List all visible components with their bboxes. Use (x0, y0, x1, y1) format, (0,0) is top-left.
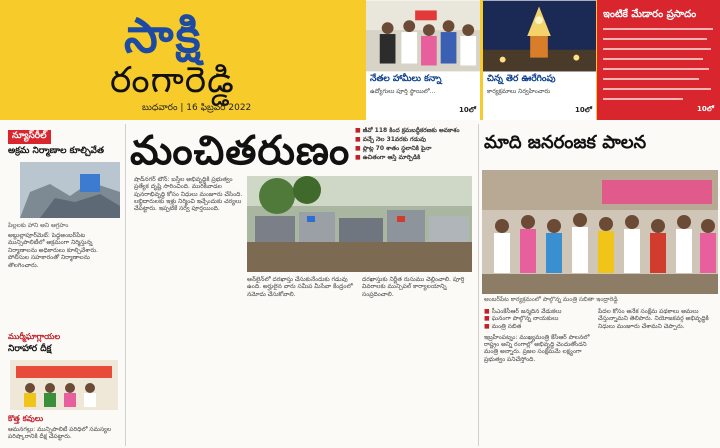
teaser-3-caption: ఇంటికే మేడారం ప్రసాదం (603, 9, 697, 20)
text-line (603, 28, 713, 30)
bullet-icon: ■ (355, 145, 363, 152)
right-body-text: ఇబ్రహీంపట్నం: ముఖ్యమంత్రి కేసీఆర్ పాలనలో రాష్ట్రం అన్ని రంగాల్లో అభివృద్ధి చెందుతోందని మంత్రి అన్నారు. ప్రజల సంక్షేమమే లక్ష్యంగా ప్రభుత్వం పనిచేస్తోంది. (484, 333, 590, 363)
text-line (603, 98, 683, 100)
teaser-1-caption: నేతల హామీలు కన్నా (370, 74, 442, 84)
highlight-item: ■ వచ్చే నెల 31వరకు గడువు (355, 136, 427, 143)
teaser-2-photo (483, 0, 596, 72)
logo-text: సాక్షి (124, 8, 203, 64)
highlight-item: ■ ఉచితంగా ఆస్తి మార్పిడికి (355, 154, 421, 161)
teaser-3[interactable] (597, 0, 720, 120)
right-photo-caption: అంబర్‌పేట కార్యక్రమంలో పాల్గొన్న మంత్రి సబితా ఇంద్రారెడ్డి (484, 296, 618, 303)
teaser-2-caption: చిన్న తెర ఊరేగింపు (487, 74, 556, 84)
section-tag: న్యూస్‌రీల్ (8, 130, 51, 144)
highlight-item: ■ జీవో 118 కింద క్రమబద్ధీకరణకు అవకాశం (355, 127, 460, 134)
right-bullet: ■ మంత్రి సబిత (484, 322, 522, 330)
right-headline[interactable]: మాది జనరంజక పాలన (484, 132, 647, 153)
story1-photo (20, 162, 120, 218)
story3-tag: కొత్త కవులు (8, 414, 44, 423)
column-divider (125, 124, 126, 446)
main-photo (247, 176, 472, 272)
edition-name: రంగారెడ్డి (110, 60, 235, 101)
right-photo (482, 170, 718, 294)
bullet-icon: ■ (355, 127, 363, 134)
bullet-icon: ■ (484, 322, 492, 330)
teaser-2-text: కార్యక్రమాలు నిర్వహించారు (487, 88, 551, 95)
teaser-2-page: 10లో (575, 106, 592, 114)
main-headline[interactable]: మంచితరుణం (130, 128, 351, 174)
teaser-1-photo (366, 0, 480, 72)
right-bullet: ■ ఘనంగా పాల్గొన్న నాయకులు (484, 315, 559, 323)
main-body-col3: దరఖాస్తుకు నిర్ణీత రుసుము చెల్లించాలి. పూర్తి వివరాలకు మున్సిపల్ కార్యాలయాన్ని సంప్రదించాలి. (362, 276, 465, 298)
story1-caption: పిల్లలకు హాని అని ఆగ్రహం (8, 222, 69, 229)
column-divider (478, 124, 479, 446)
right-body-col1 (484, 308, 594, 420)
teaser-1-page: 10లో (459, 106, 476, 114)
highlights-box (355, 126, 475, 174)
text-line (603, 48, 711, 50)
main-body-col2: ఆన్‌లైన్‌లో దరఖాస్తు చేసుకునేందుకు గడువు ఉంది. అర్హులైన వారు సమీప మీసేవా కేంద్రంలో నమోదు చేసుకోవాలి. (247, 276, 353, 298)
story2-headline[interactable]: నిరాహార దీక్ష (8, 344, 52, 354)
story1-headline[interactable]: అక్రమ నిర్మాణాల కూల్చివేత (8, 146, 104, 156)
left-column (0, 120, 122, 448)
story2-tag: ముర్మీఘాగ్లాయల (8, 332, 61, 341)
story1-body: అబ్దుల్లాపూర్‌మెట్: పెద్దఅంబర్‌పేట మున్సిపాలిటీలో అక్రమంగా నిర్మిస్తున్న నిర్మాణాలను అధికారులు కూల్చివేశారు. పోలీసుల సహకారంతో నిర్మాణాలను తొలగించారు. (8, 232, 98, 269)
teaser-1[interactable] (364, 0, 480, 120)
story2-body: ఆమనగల్లు: మున్సిపాలిటీ పరిధిలో సమస్యల పరిష్కారానికి దీక్ష చేపట్టారు. (8, 426, 112, 441)
text-line (603, 68, 709, 70)
main-body-col1: షాద్‌నగర్ టౌన్: బస్తీల అభివృద్ధికి ప్రభుత్వం ప్రత్యేక దృష్టి సారించింది. మురికివాడల పునరాభివృద్ధి కోసం నిధులు మంజూరు చేసింది. లబ్ధిదారులకు ఇళ్లు నిర్మించి ఇచ్చేందుకు చర్యలు చేపట్టారు. ఇప్పటికే సర్వే పూర్తయింది. (134, 176, 243, 213)
teaser-2[interactable] (481, 0, 596, 120)
newspaper-logo (110, 8, 360, 101)
teaser-1-text: ఉద్యోగులు పూర్తి స్థాయిలో... (370, 88, 436, 95)
highlight-item: ■ ప్లాట్ల 70 శాతం స్థలానికి పైనా (355, 145, 432, 152)
bullet-icon: ■ (484, 308, 492, 315)
dateline: బుధవారం | 16 ఫిబ్రవరి 2022 (142, 103, 252, 113)
masthead (0, 0, 720, 120)
bullet-icon: ■ (355, 136, 363, 143)
text-line (603, 78, 699, 80)
bullet-icon: ■ (484, 315, 492, 323)
text-line (603, 88, 711, 90)
right-body-col2: పేదల కోసం అనేక సంక్షేమ పథకాలు అమలు చేస్తున్నామని తెలిపారు. నియోజకవర్గ అభివృద్ధికి నిధులు మంజూరు చేశామని చెప్పారు. (598, 308, 709, 330)
text-line (603, 38, 707, 40)
text-line (603, 58, 703, 60)
story2-photo (10, 360, 118, 410)
right-bullet: ■ సీఎంకేసీఆర్‌ జన్మదిన వేడుకలు (484, 308, 562, 315)
teaser-3-page: 10లో (697, 105, 714, 113)
bullet-icon: ■ (355, 154, 363, 161)
